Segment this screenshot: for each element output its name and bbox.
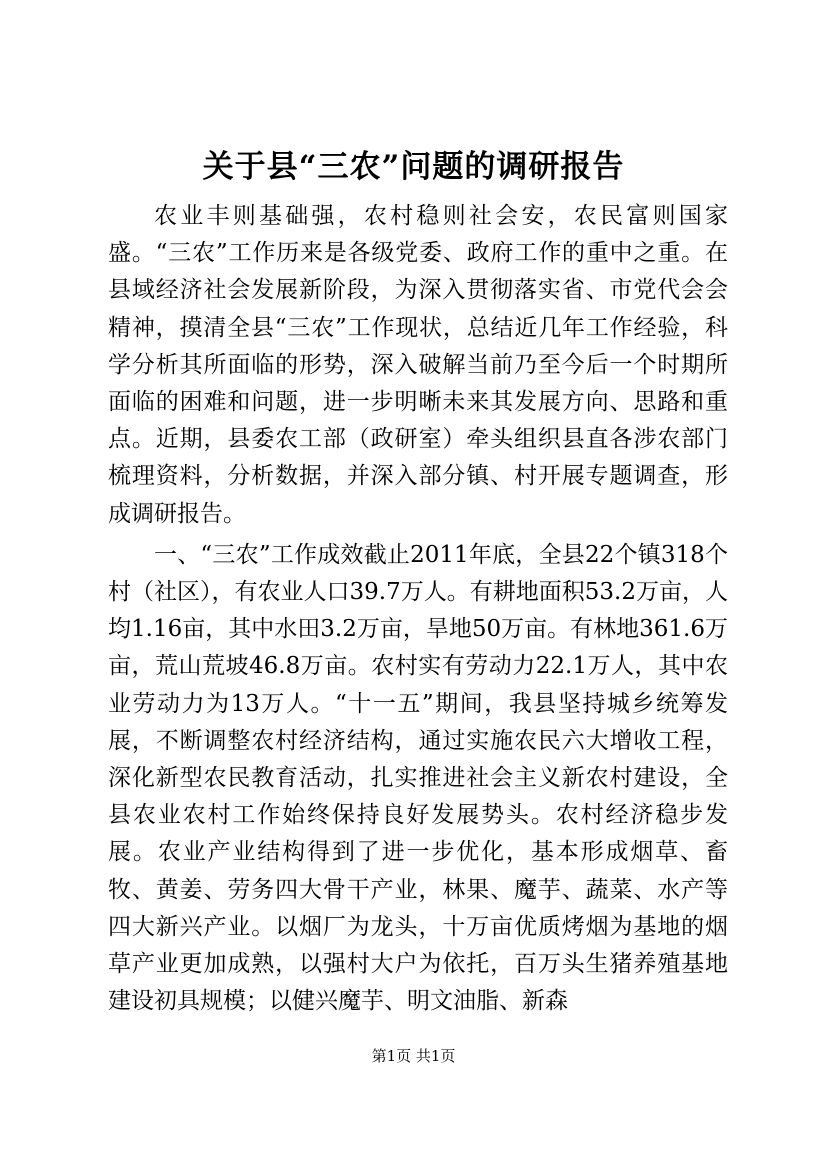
document-title: 关于县“三农”问题的调研报告	[202, 149, 625, 185]
page-footer: 第1页 共1页	[371, 1047, 456, 1065]
document-body	[108, 198, 728, 1020]
paragraph-intro: 农业丰则基础强，农村稳则社会安，农民富则国家盛。“三农”工作历来是各级党委、政府工作的重中之重。在县域经济社会发展新阶段，为深入贯彻落实省、市党代会会精神，摸清全县“三农”工作现状，总结近几年工作经验，科学分析其所面临的形势，深入破解当前乃至今后一个时期所面临的困难和问题，进一步明晰未来其发展方向、思路和重点。近期，县委农工部（政研室）牵头组织县直各涉农部门梳理资料，分析数据，并深入部分镇、村开展专题调查，形成调研报告。	[108, 203, 728, 527]
paragraph-achievements: 一、“三农”工作成效截止2011年底，全县22个镇318个村（社区），有农业人口39.7万人。有耕地面积53.2万亩，人均1.16亩，其中水田3.2万亩，旱地50万亩。有林地361.6万亩，荒山荒坡46.8万亩。农村实有劳动力22.1万人，其中农业劳动力为13万人。“十一五”期间，我县坚持城乡统筹发展，不断调整农村经济结构，通过实施农民六大增收工程，深化新型农民教育活动，扎实推进社会主义新农村建设，全县农业农村工作始终保持良好发展势头。农村经济稳步发展。农业产业结构得到了进一步优化，基本形成烟草、畜牧、黄姜、劳务四大骨干产业，林果、魔芋、蔬菜、水产等四大新兴产业。以烟厂为龙头，十万亩优质烤烟为基地的烟草产业更加成熟，以强村大户为依托，百万头生猪养殖基地建设初具规模；以健兴魔芋、明文油脂、新森	[108, 541, 728, 1015]
